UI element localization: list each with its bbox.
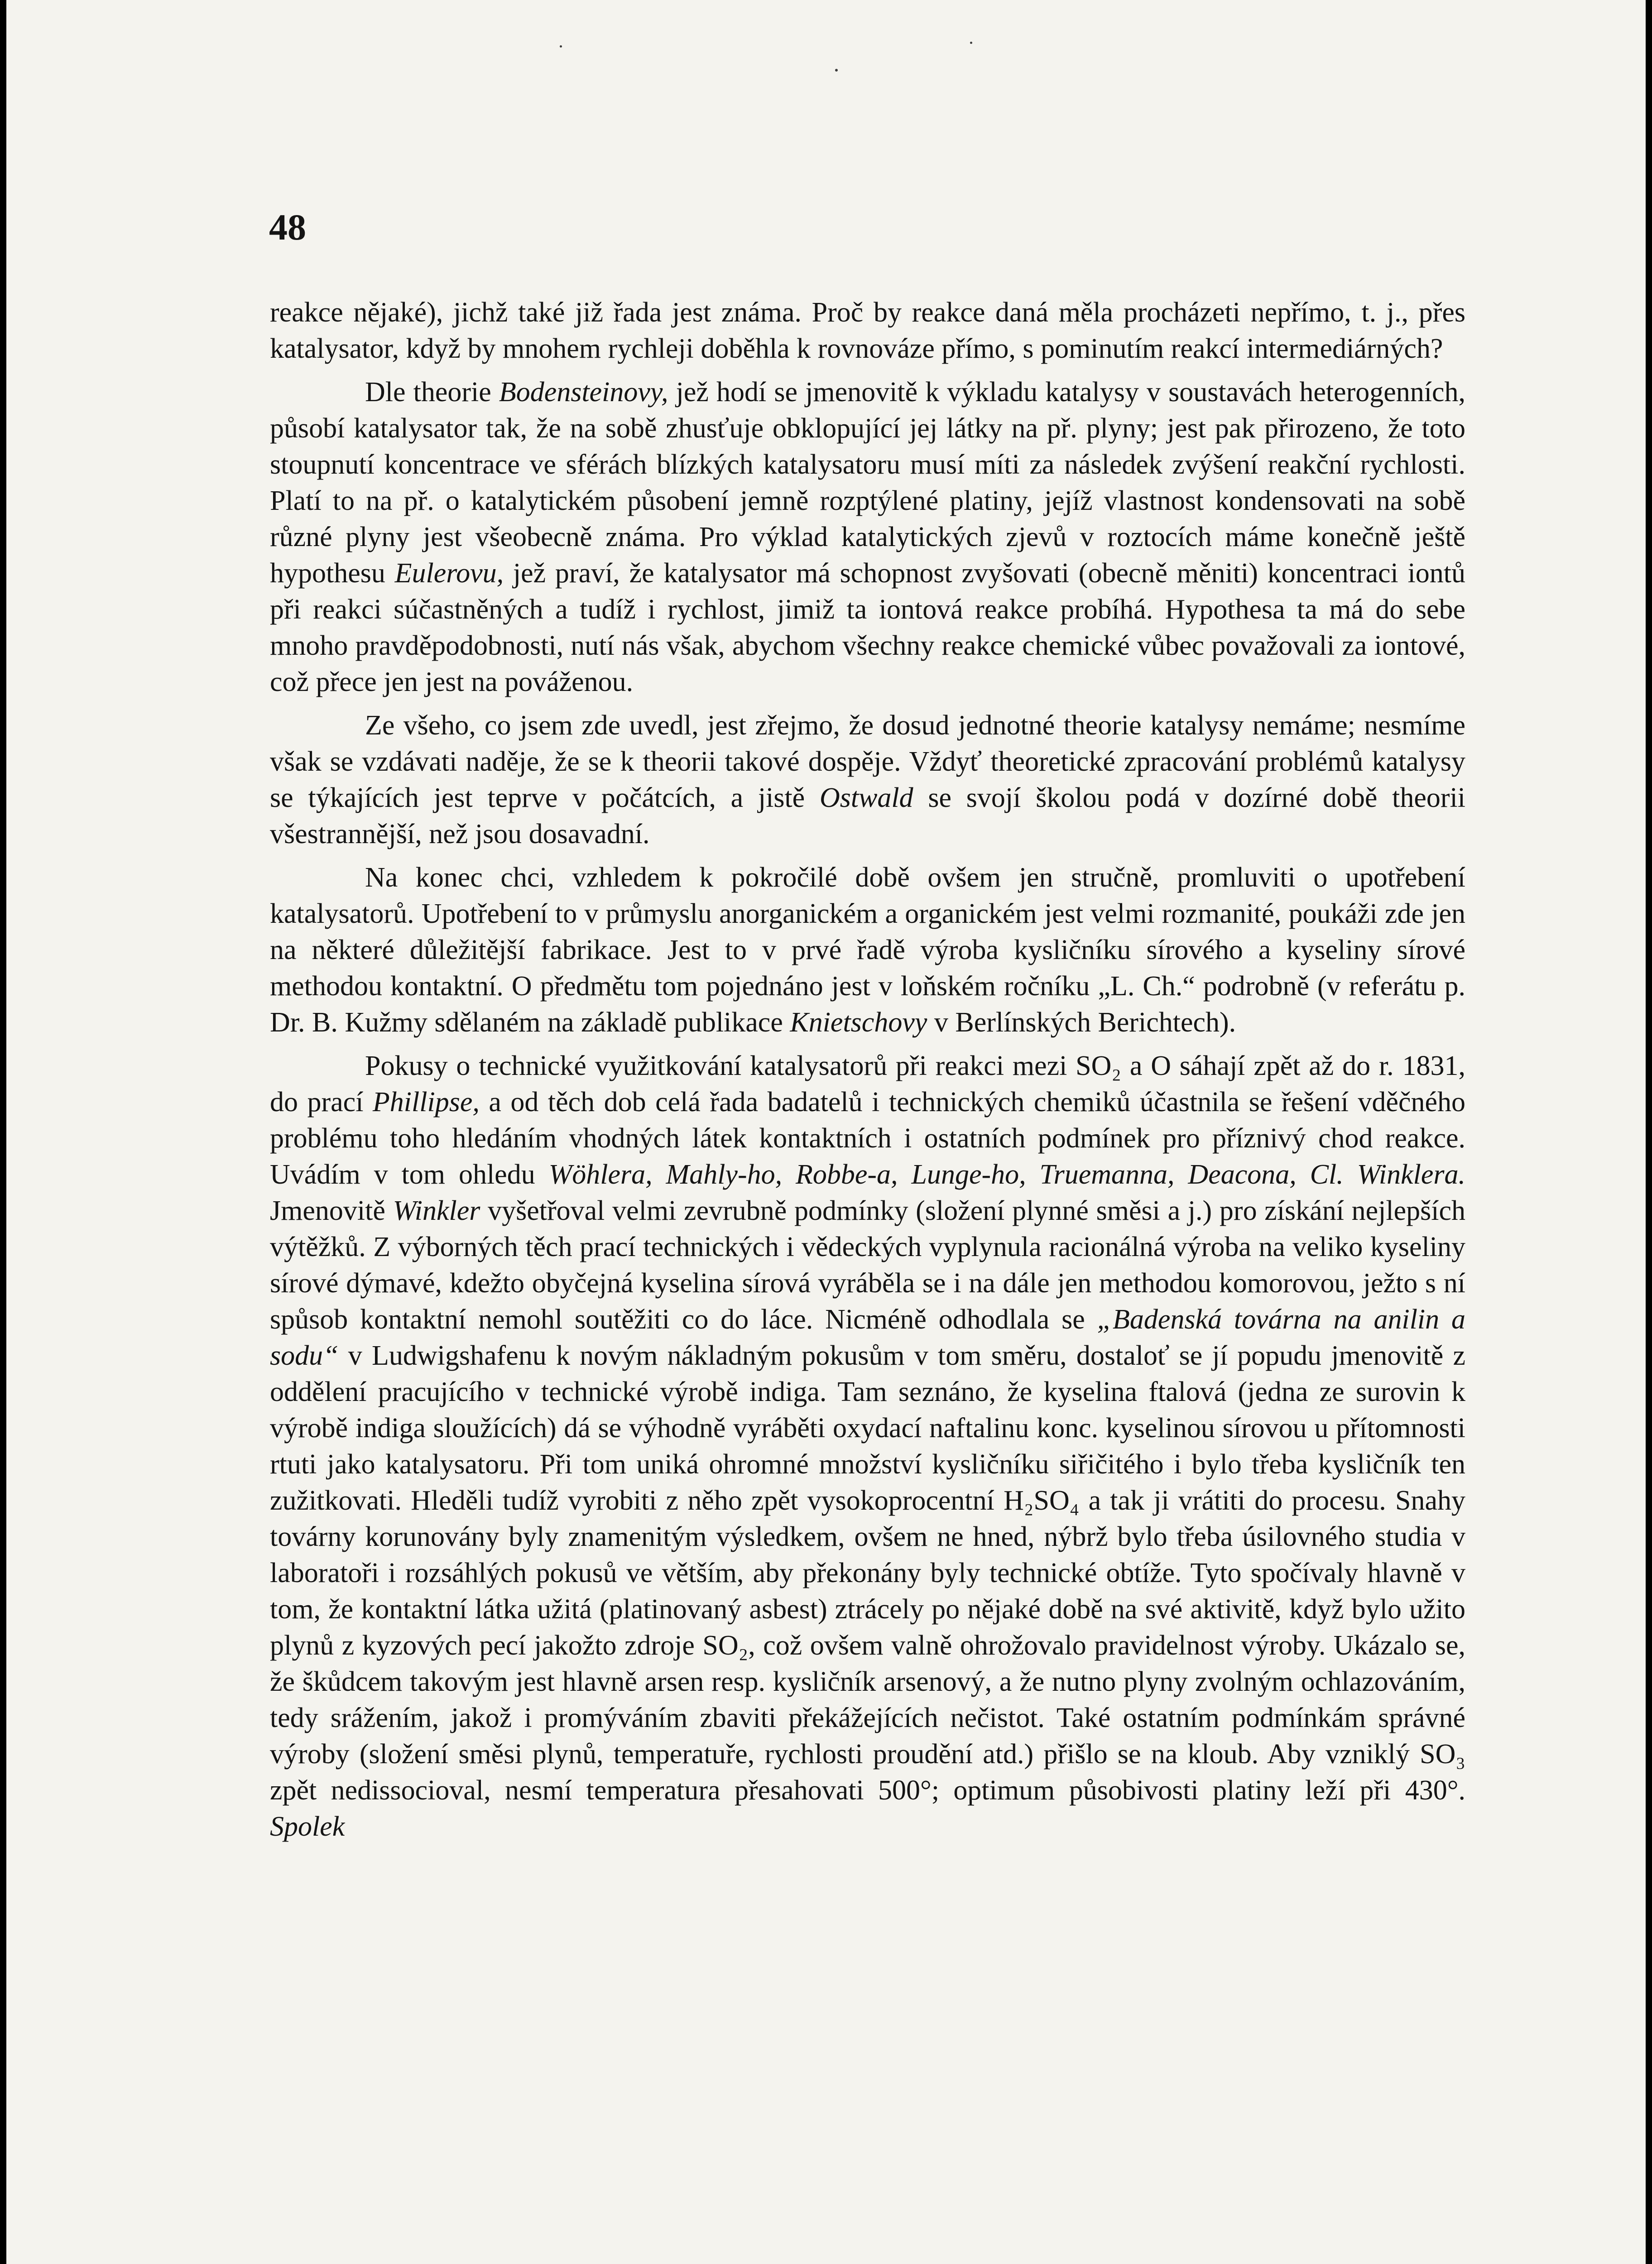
dust-speck xyxy=(835,69,838,72)
text-run: Dle theorie xyxy=(365,377,499,408)
text-run: v Berlínských Berichtech). xyxy=(927,1007,1236,1038)
italic-name: Winkler xyxy=(393,1195,480,1226)
italic-name: „Badenská továrna na anilin a sodu“ xyxy=(270,1304,1465,1371)
text-run: Jmenovitě xyxy=(270,1195,393,1226)
text-run: Ze všeho, co jsem zde uvedl, jest zřejmo, že dosud jednotné theorie katalysy nemáme; nesmíme však se vzdávati naděje, že se k theorii takové dospěje. Vždyť theoretické zpracování problémů katalysy se týkajících jest teprve v počátcích, a jistě xyxy=(270,710,1465,813)
italic-name: Wöhlera, Mahly-ho, Robbe-a, Lunge-ho, Truemanna, Deacona, Cl. Winklera. xyxy=(548,1159,1466,1190)
dust-speck xyxy=(970,42,972,44)
italic-name: Eulerovu, xyxy=(394,558,504,589)
italic-name: Ostwald xyxy=(819,782,913,813)
paragraph xyxy=(270,859,1465,1041)
paragraph xyxy=(270,374,1465,700)
italic-name: Spolek xyxy=(270,1811,345,1842)
text-run: jež praví, že katalysator má schopnost zvyšovati (obecně měniti) koncentraci iontů při reakci súčastněných a tudíž i rychlost, jimiž ta iontová reakce probíhá. Hypothesa ta má do sebe mnoho pravděpodobnosti, nutí nás však, abychom všechny reakce chemické vůbec považovali za iontové, což přece jen jest na pováženou. xyxy=(270,558,1465,697)
text-run: a od těch dob celá řada badatelů i technických chemiků účastnila se řešení vděčného problému toho hledáním vhodných látek kontaktních i ostatních podmínek pro příznivý chod reakce. Uvádím v tom ohledu xyxy=(270,1087,1465,1190)
page-number: 48 xyxy=(269,206,306,248)
italic-name: Knietschovy xyxy=(790,1007,927,1038)
paragraph xyxy=(270,707,1465,852)
text-run: reakce nějaké), jichž také již řada jest známa. Proč by reakce daná měla procházeti nepřímo, t. j., přes katalysator, když by mnohem rychleji doběhla k rovnováze přímo, s pominutím reakcí intermediárných? xyxy=(270,297,1465,364)
italic-name: Bodensteinovy, xyxy=(499,377,668,408)
dust-speck xyxy=(560,45,562,48)
text-run: Pokusy o technické využitkování katalysatorů při reakci mezi SO₂ a O sáhají zpět až do r. 1831, do prací xyxy=(270,1050,1465,1118)
text-run: v Ludwigshafenu k novým nákladným pokusům v tom směru, dostaloť se jí popudu jmenovitě z oddělení pracujícího v technické výrobě indiga. Tam seznáno, že kyselina ftalová (jedna ze surovin k výrobě indiga sloužících) dá se výhodně vyráběti oxydací naftalinu konc. kyselinou sírovou u přítomnosti rtuti jako katalysatoru. Při tom uniká ohromné množství kysličníku siřičitého i bylo třeba kysličník ten zužitkovati. Hleděli tudíž vyrobiti z něho zpět vysokoprocentní H₂SO₄ a tak ji vrátiti do procesu. Snahy továrny korunovány byly znamenitým výsledkem, ovšem ne hned, nýbrž bylo třeba úsilovného studia v laboratoři i rozsáhlých pokusů ve větším, aby překonány byly technické obtíže. Tyto spočívaly hlavně v tom, že kontaktní látka užitá (platinovaný asbest) ztrácely po nějaké době na své aktivitě, když bylo užito plynů z kyzových pecí jakožto zdroje SO₂, což ovšem valně ohrožovalo pravidelnost výroby. Ukázalo se, že škůdcem takovým jest hlavně arsen resp. kysličník arsenový, a že nutno plyny zvolným ochlazováním, tedy srážením, jakož i promýváním zbaviti překážejících nečistot. Také ostatním podmínkám správné výroby (složení směsi plynů, temperatuře, rychlosti proudění atd.) přišlo se na kloub. Aby vzniklý SO₃ zpět nedissocioval, nesmí temperatura přesahovati 500°; optimum působivosti platiny leží při 430°. xyxy=(270,1340,1465,1806)
paragraph xyxy=(270,294,1465,367)
text-run: se svojí školou podá v dozírné době theorii všestrannější, než jsou dosavadní. xyxy=(270,782,1465,849)
text-run: vyšetřoval velmi zevrubně podmínky (složení plynné směsi a j.) pro získání nejlepších výtěžků. Z výborných těch prací technických i vědeckých vyplynula racionálná výroba na veliko kyseliny sírové dýmavé, kdežto obyčejná kyselina sírová vyráběla se i na dále jen methodou komorovou, ježto s ní spůsob kontaktní nemohl soutěžiti co do láce. Nicméně odhodlala se xyxy=(270,1195,1466,1335)
body-text xyxy=(270,294,1465,1852)
italic-name: Phillipse, xyxy=(372,1087,480,1118)
text-run: jež hodí se jmenovitě k výkladu katalysy v soustavách heterogenních, působí katalysator tak, že na sobě zhusťuje obklopující jej látky na př. plyny; jest pak přirozeno, že toto stoupnutí koncentrace ve sférách blízkých katalysatoru musí míti za následek zvýšení reakční rychlosti. Platí to na př. o katalytickém působení jemně rozptýlené platiny, jejíž vlastnost kondensovati na sobě různé plyny jest všeobecně známa. Pro výklad katalytických zjevů v roztocích máme konečně ještě hypothesu xyxy=(270,377,1465,589)
book-page xyxy=(6,0,1646,2264)
text-run: Na konec chci, vzhledem k pokročilé době ovšem jen stručně, promluviti o upotřebení katalysatorů. Upotřebení to v průmyslu anorganickém a organickém jest velmi rozmanité, poukáži zde jen na některé důležitější fabrikace. Jest to v prvé řadě výroba kysličníku sírového a kyseliny sírové methodou kontaktní. O předmětu tom pojednáno jest v loňském ročníku „L. Ch.“ podrobně (v referátu p. Dr. B. Kužmy sdělaném na základě publikace xyxy=(270,862,1465,1038)
paragraph xyxy=(270,1048,1465,1845)
